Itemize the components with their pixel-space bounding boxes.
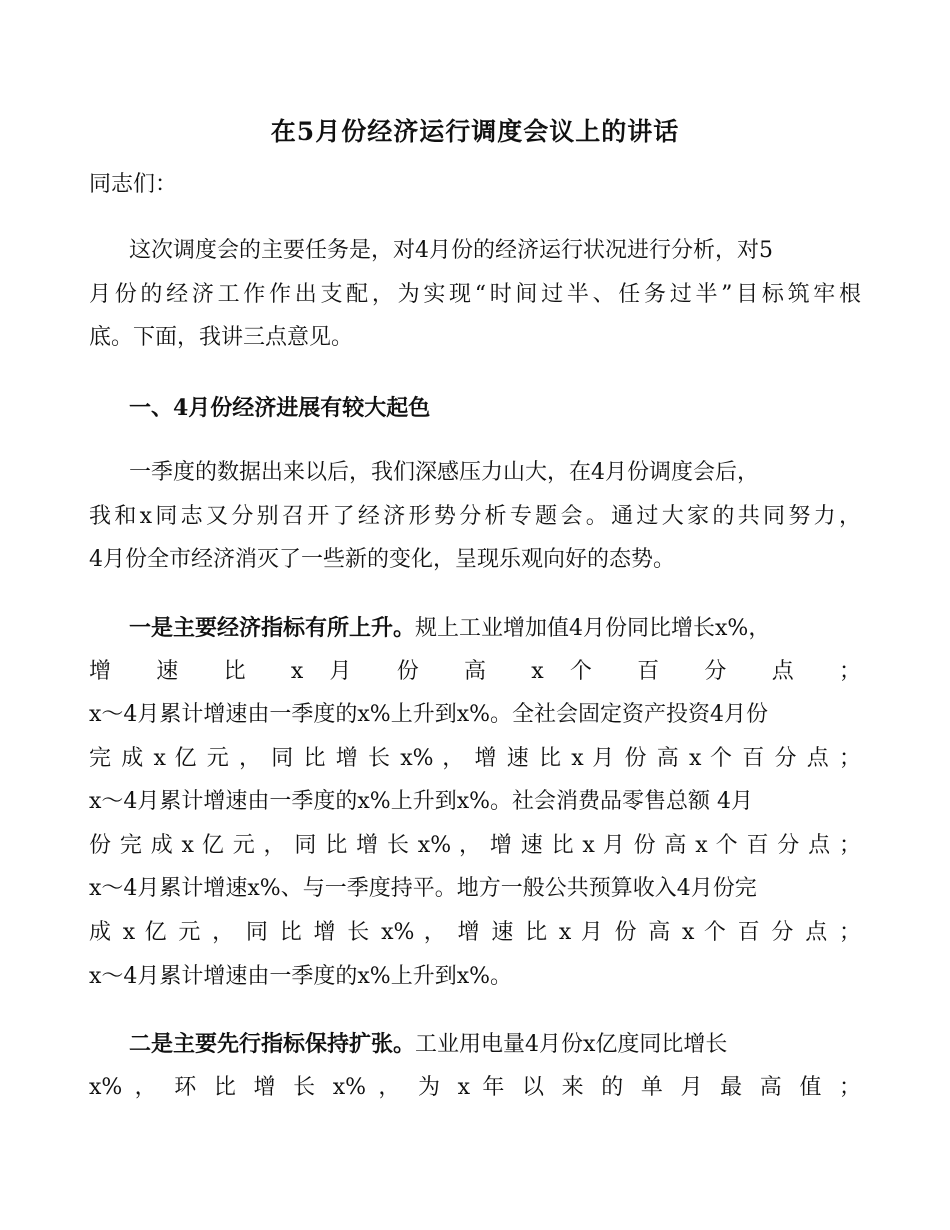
point1-line-7: x～4月累计增速x%、与一季度持平。地方一般公共预算收入4月份完 — [89, 876, 757, 901]
point1-line-4: 完 成 x 亿 元 ， 同 比 增 长 x% ， 增 速 比 x 月 份 高 x 个 百 分 点 ； — [89, 746, 861, 771]
point1-line-6: 份 完 成 x 亿 元 ， 同 比 增 长 x% ， 增 速 比 x 月 份 高 x 个 百 分 点 ； — [89, 833, 861, 858]
point1-first-line — [129, 613, 861, 644]
point1-first-rest: 规上工业增加值4月份同比增长x%， — [415, 616, 771, 641]
point2-first-rest: 工业用电量4月份x亿度同比增长 — [415, 1032, 728, 1057]
point1-line-3: x～4月累计增速由一季度的x%上升到x%。全社会固定资产投资4月份 — [89, 702, 769, 727]
page-title: 在5月份经济运行调度会议上的讲话 — [270, 117, 680, 146]
point1-line-5: x～4月累计增速由一季度的x%上升到x%。社会消费品零售总额 4月 — [89, 789, 754, 814]
intro-line-3: 底。下面，我讲三点意见。 — [89, 325, 354, 350]
point2-line-2: x% ， 环 比 增 长 x% ， 为 x 年 以 来 的 单 月 最 高 值 ； — [89, 1075, 861, 1100]
point2-heading: 二是主要先行指标保持扩张。 — [129, 1031, 416, 1057]
point1-line-2: 增 速 比 x 月 份 高 x 个 百 分 点 ； — [89, 659, 861, 684]
section-heading-1: 一、4月份经济进展有较大起色 — [129, 395, 431, 421]
section1-line-2: 我和x同志又分别召开了经济形势分析专题会。通过大家的共同努力， — [89, 504, 861, 529]
point1-line-9: x～4月累计增速由一季度的x%上升到x%。 — [89, 964, 513, 989]
intro-line-2: 月份的经济工作作出支配，为实现“时间过半、任务过半”目标筑牢根 — [89, 282, 861, 307]
point2-first-line — [129, 1029, 861, 1060]
section1-line-1: 一季度的数据出来以后，我们深感压力山大，在4月份调度会后， — [129, 460, 759, 485]
salutation: 同志们： — [89, 172, 178, 197]
intro-line-1: 这次调度会的主要任务是，对4月份的经济运行状况进行分析，对5 — [129, 238, 773, 263]
point1-heading: 一是主要经济指标有所上升。 — [129, 615, 416, 641]
section1-line-3: 4月份全市经济消灭了一些新的变化，呈现乐观向好的态势。 — [89, 547, 675, 572]
point1-line-8: 成 x 亿 元 ， 同 比 增 长 x% ， 增 速 比 x 月 份 高 x 个 百 分 点 ； — [89, 920, 861, 945]
